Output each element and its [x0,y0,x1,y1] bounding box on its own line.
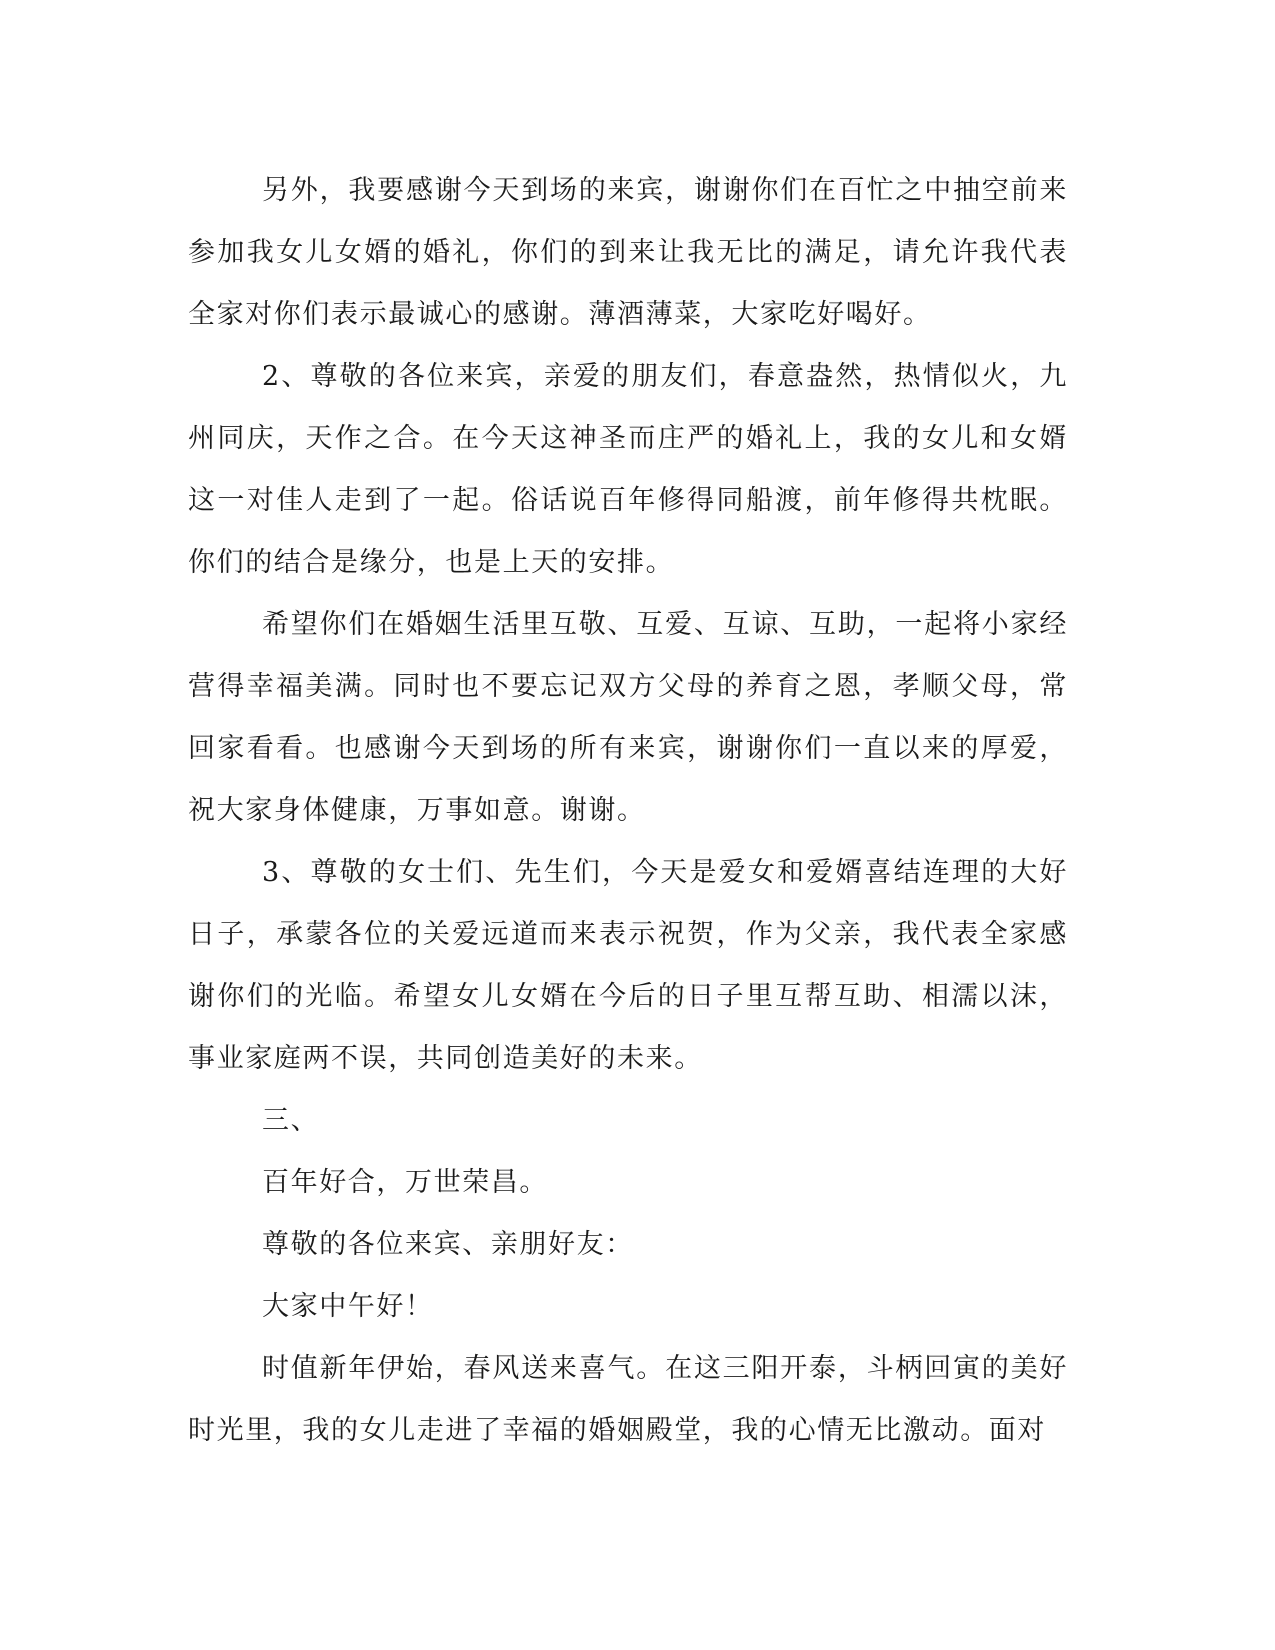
paragraph-new-year: 时值新年伊始，春风送来喜气。在这三阳开泰，斗柄回寅的美好时光里，我的女儿走进了幸福的婚姻殿堂，我的心情无比激动。面对 [188,1353,1068,1446]
paragraph-salutation: 尊敬的各位来宾、亲朋好友： [262,1229,634,1260]
paragraph-blessing: 百年好合，万世荣昌。 [262,1167,548,1198]
paragraph-thanks-guests: 另外，我要感谢今天到场的来宾，谢谢你们在百忙之中抽空前来参加我女儿女婿的婚礼，你们的到来让我无比的满足，请允许我代表全家对你们表示最诚心的感谢。薄酒薄菜，大家吃好喝好。 [188,175,1068,330]
paragraph-speech-2: 2、尊敬的各位来宾，亲爱的朋友们，春意盎然，热情似火，九州同庆，天作之合。在今天这神圣而庄严的婚礼上，我的女儿和女婿这一对佳人走到了一起。俗话说百年修得同船渡，前年修得共枕眠。你们的结合是缘分，也是上天的安排。 [188,361,1068,578]
paragraph-greeting: 大家中午好！ [262,1291,434,1322]
section-heading-three: 三、 [262,1105,320,1136]
paragraph-speech-3: 3、尊敬的女士们、先生们，今天是爱女和爱婿喜结连理的大好日子，承蒙各位的关爱远道而来表示祝贺，作为父亲，我代表全家感谢你们的光临。希望女儿女婿在今后的日子里互帮互助、相濡以沫，事业家庭两不误，共同创造美好的未来。 [188,857,1068,1074]
document-body [188,160,1068,1462]
paragraph-wishes: 希望你们在婚姻生活里互敬、互爱、互谅、互助，一起将小家经营得幸福美满。同时也不要忘记双方父母的养育之恩，孝顺父母，常回家看看。也感谢今天到场的所有来宾，谢谢你们一直以来的厚爱，祝大家身体健康，万事如意。谢谢。 [188,609,1068,826]
